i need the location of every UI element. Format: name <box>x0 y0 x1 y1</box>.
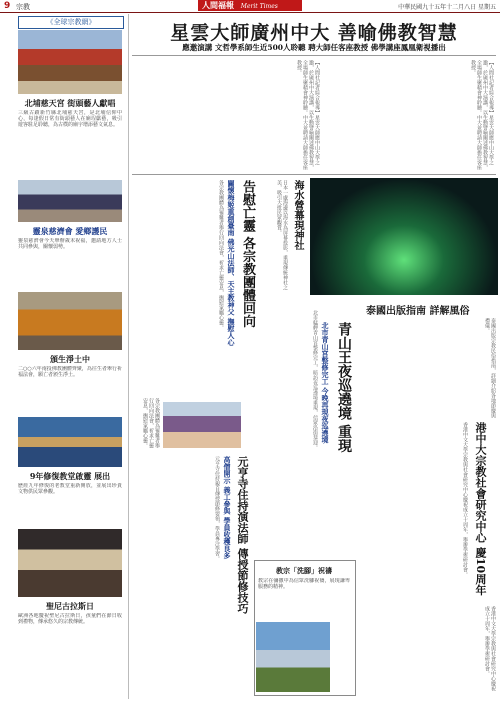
story-text-pure-land: 二○○六年南投佛教團體齊聚，為往生者舉行祈福法會，願亡者頒生淨土。 <box>18 366 122 378</box>
section-badge: 《全球宗教網》 <box>18 16 124 29</box>
nicholas-photo <box>18 529 122 597</box>
column-divider <box>128 14 129 699</box>
story-title-pure-land: 頒生淨土中 <box>50 354 90 364</box>
qingshan-title: 青山王夜巡遶境 重現 <box>336 322 352 453</box>
temple-photo <box>18 30 122 94</box>
shrine-title: 海水營幕現神社 <box>292 180 303 250</box>
event-photo <box>163 402 241 448</box>
section-rule <box>132 174 496 175</box>
main-article-text-left: 【人間社記者綜合報導】星雲大師應中山大學之邀，於廣州中大演講，以生動譬喻闡述佛教智慧，全場師生聚精會神聆聽。中大並聘請大師擔任客座教授。 <box>296 60 320 170</box>
masthead-english: Merit Times <box>240 3 278 10</box>
shrine-night-photo <box>310 178 498 295</box>
story-text-lingquan: 靈泉慈濟會今天舉辦歲末祝福，邀請地方人士共同參與，關懷弱勢。 <box>18 238 122 250</box>
group-photo <box>18 180 122 222</box>
headline-rule <box>132 55 496 56</box>
masthead-title: 人間福報 <box>202 0 234 10</box>
yuanheng-title: 元亨寺住持演法師 傳授節修技巧 <box>236 456 249 614</box>
shrine-text: 日本一處海邊以海水為屏幕投影，重現傳統神社之美，吸引大批民眾觀賞。 <box>276 180 288 290</box>
main-subhead: 應邀演講 文哲學系師生近500人聆聽 聘大師任客座教授 佛學講座鳳凰衛視播出 <box>182 43 446 52</box>
event-caption: 各宗教團體為罹難者舉行回向法會，祈求亡靈安息，撫慰家屬心靈。 <box>142 398 160 448</box>
story-text-beipu: 三級古蹟新竹縣北埔慈天宮，是北埔信仰中心，每逢假日常有街頭藝人在廟埕獻藝，吸引遊客駐足聆聽，為古樸的廟宇增添藝文氣息。 <box>18 110 122 128</box>
hk-center-title: 港中大宗教社會研究中心 慶10周年 <box>474 422 487 596</box>
story-title-nicholas: 聖尼古拉斯日 <box>46 601 94 611</box>
condolence-subtitle: 關懷梅姬重創臺南 佛光山法師、天主教神父 撫慰人心 <box>227 180 236 346</box>
story-text-nicholas: 歐洲各地慶祝聖尼古拉斯日，孩童們在節日收到禮物，傳承悠久的宗教傳統。 <box>18 613 122 625</box>
pope-photo <box>256 622 330 692</box>
thailand-text: 泰國出版宗教民俗指南，詳細介紹各地節慶與禮儀。 <box>484 318 496 418</box>
yuanheng-text: 元亨寺住持親自傳授節修要領，學員專注學習。 <box>214 456 220 561</box>
page-number: 9 <box>4 1 11 11</box>
qingshan-text: 北市艋舺青山宮整修完工，暗訪夜巡遶境重現，信眾沿街恭迎。 <box>312 310 318 450</box>
pope-text: 教宗在彌撒中為信眾洗腳祝禱，展現謙卑服務的精神。 <box>258 578 350 590</box>
condolence-title: 告慰亡靈 各宗教團體回向 <box>240 180 255 328</box>
story-title-lingquan: 靈泉慈濟會 愛鄉護民 <box>32 226 108 236</box>
section-label: 宗教 <box>16 3 30 11</box>
dateline: 中華民國九十五年十二月八日 星期五 <box>398 4 496 11</box>
church-photo <box>18 417 122 467</box>
main-article-text-right: 【人間社記者綜合報導】星雲大師應中山大學之邀，於廣州中大演講，以生動譬喻闡述佛教智慧，全場師生聚精會神聆聽。中大並聘請大師擔任客座教授。 <box>470 60 494 170</box>
pope-title: 教宗「洗腳」祝禱 <box>276 566 332 575</box>
hk-center-text-cont: 香港中文大學宗教與社會研究中心慶祝成立十周年，舉辦學術研討會。 <box>484 606 496 691</box>
main-headline: 星雲大師廣州中大 善喻佛教智慧 <box>170 22 458 44</box>
hk-center-text: 香港中文大學宗教與社會研究中心慶祝成立十周年，舉辦學術研討會。 <box>462 422 468 577</box>
story-title-church: 9年修復教堂啟靈 展出 <box>29 471 111 481</box>
story-text-church: 歷經九年修復的老教堂重新開放，並展出珍貴文物供民眾參觀。 <box>18 483 122 495</box>
condolence-text: 各宗教團體為罹難者舉行回向法會，祈求亡靈安息，撫慰家屬心靈。 <box>218 180 224 330</box>
qingshan-subtitle: 北市青山宮整修完工 今晚再現夜巡遶境 <box>321 322 330 444</box>
thailand-title: 泰國出版指南 詳解風俗 <box>366 306 470 317</box>
masthead <box>198 0 302 11</box>
monks-photo <box>18 292 122 350</box>
yuanheng-subtitle: 高僧開示 義工參與 學員收穫良多 <box>223 456 232 559</box>
story-title-beipu: 北埔慈天宮 街頭藝人獻唱 <box>24 98 116 108</box>
